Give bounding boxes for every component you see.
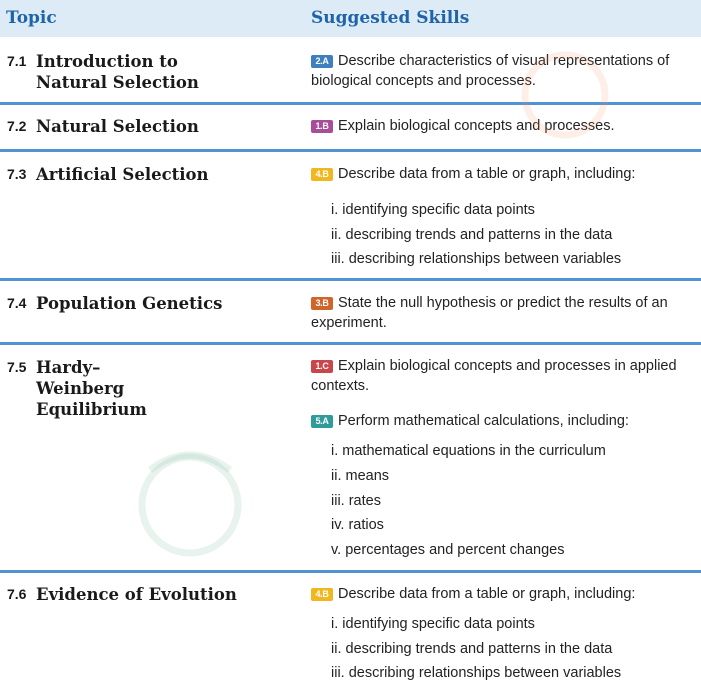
skill-description: Explain biological concepts and processes in applied contexts. bbox=[311, 358, 677, 394]
list-item: iii. describing relationships between variables bbox=[331, 665, 622, 681]
topic-column-header: Topic bbox=[6, 8, 57, 28]
row-divider bbox=[0, 342, 701, 345]
skill-1c bbox=[311, 356, 697, 396]
topic-7-6 bbox=[7, 584, 297, 605]
list-item: i. identifying specific data points bbox=[331, 616, 535, 632]
list-item: ii. means bbox=[331, 468, 390, 484]
skill-description: Describe characteristics of visual representations of biological concepts and processes. bbox=[311, 53, 670, 89]
skill-4b bbox=[311, 164, 697, 184]
list-item: ii. describing trends and patterns in the data bbox=[331, 641, 613, 657]
row-divider bbox=[0, 278, 701, 281]
skill-description: Explain biological concepts and processes. bbox=[338, 118, 615, 134]
skill-badge: 3.B bbox=[311, 297, 333, 310]
skill-description: Perform mathematical calculations, including: bbox=[338, 413, 629, 429]
row-divider bbox=[0, 149, 701, 152]
topic-7-3 bbox=[7, 164, 297, 185]
suggested-skills-column-header: Suggested Skills bbox=[311, 8, 470, 28]
topic-7-5 bbox=[7, 357, 297, 420]
skill-4b bbox=[311, 584, 697, 604]
list-item: iv. ratios bbox=[331, 517, 384, 533]
topic-number: 7.3 bbox=[7, 166, 27, 182]
topic-number: 7.4 bbox=[7, 295, 27, 311]
topic-title: Evidence of Evolution bbox=[36, 585, 237, 604]
skill-badge: 4.B bbox=[311, 168, 333, 181]
list-item: iii. describing relationships between variables bbox=[331, 251, 622, 267]
topic-number: 7.6 bbox=[7, 586, 27, 602]
skill-badge: 5.A bbox=[311, 415, 333, 428]
row-divider bbox=[0, 102, 701, 105]
topic-7-1 bbox=[7, 51, 297, 93]
topic-number: 7.2 bbox=[7, 118, 27, 134]
topic-7-4 bbox=[7, 293, 297, 314]
topic-7-2 bbox=[7, 116, 297, 137]
topic-title: Introduction to Natural Selection bbox=[36, 52, 199, 92]
topic-number: 7.5 bbox=[7, 359, 27, 375]
list-item: i. identifying specific data points bbox=[331, 202, 535, 218]
skill-badge: 2.A bbox=[311, 55, 333, 68]
skill-description: Describe data from a table or graph, including: bbox=[338, 586, 636, 602]
skill-description: State the null hypothesis or predict the results of an experiment. bbox=[311, 295, 668, 331]
list-item: i. mathematical equations in the curriculum bbox=[331, 443, 606, 459]
topic-title: Artificial Selection bbox=[36, 165, 209, 184]
list-item: iii. rates bbox=[331, 493, 381, 509]
topic-number: 7.1 bbox=[7, 53, 27, 69]
skill-3b bbox=[311, 293, 697, 333]
list-item: ii. describing trends and patterns in the data bbox=[331, 227, 613, 243]
list-item: v. percentages and percent changes bbox=[331, 542, 565, 558]
topic-title: Hardy–Weinberg Equilibrium bbox=[36, 358, 147, 419]
table-header bbox=[0, 0, 701, 37]
topic-title: Population Genetics bbox=[36, 294, 223, 313]
watermark-logo-icon bbox=[142, 455, 238, 553]
skill-1b bbox=[311, 116, 697, 136]
skill-badge: 1.C bbox=[311, 360, 333, 373]
topic-title: Natural Selection bbox=[36, 117, 199, 136]
skill-2a bbox=[311, 51, 697, 91]
row-divider bbox=[0, 570, 701, 573]
skill-5a bbox=[311, 411, 697, 431]
skill-badge: 1.B bbox=[311, 120, 333, 133]
skill-badge: 4.B bbox=[311, 588, 333, 601]
skill-description: Describe data from a table or graph, including: bbox=[338, 166, 636, 182]
